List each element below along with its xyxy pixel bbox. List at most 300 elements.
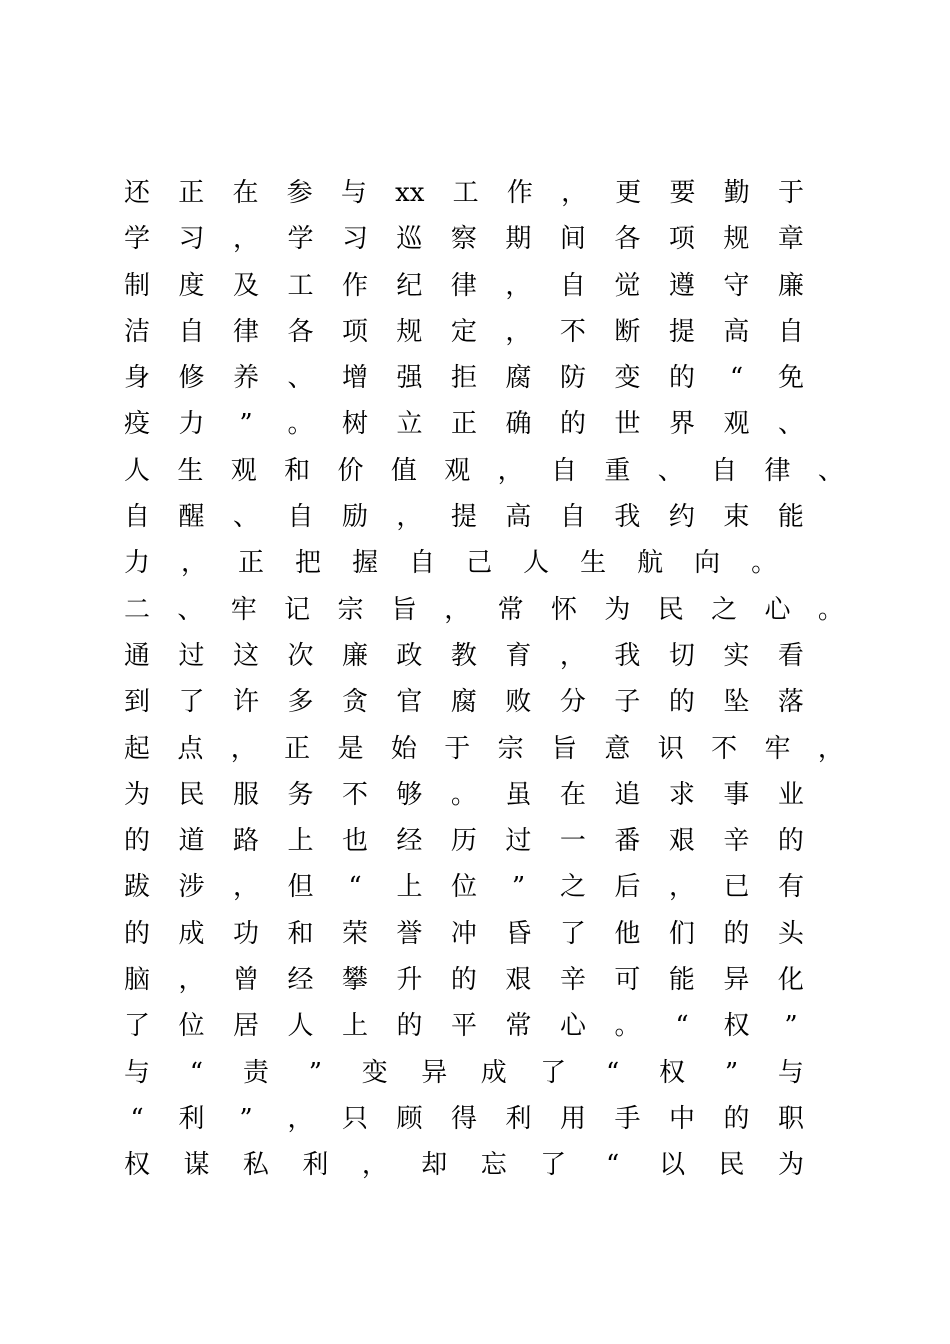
glyph: 责 xyxy=(242,1057,269,1088)
glyph: 项 xyxy=(668,224,695,255)
glyph: 我 xyxy=(614,502,641,533)
glyph: 规 xyxy=(396,316,423,347)
glyph: 历 xyxy=(450,826,477,857)
glyph: 后 xyxy=(614,872,641,903)
text-line xyxy=(124,494,804,540)
glyph: “ xyxy=(189,1057,204,1088)
glyph: 冲 xyxy=(450,918,477,949)
glyph: 已 xyxy=(723,872,750,903)
glyph: 作 xyxy=(341,270,368,301)
glyph: “ xyxy=(605,1150,620,1181)
glyph: 权 xyxy=(723,1011,750,1042)
glyph: 把 xyxy=(295,548,322,579)
glyph: 脑 xyxy=(124,965,151,996)
glyph: 人 xyxy=(124,455,151,486)
glyph: 上 xyxy=(342,1011,369,1042)
glyph: 艰 xyxy=(505,965,532,996)
glyph: 增 xyxy=(342,363,369,394)
glyph: 在 xyxy=(559,779,586,810)
glyph: 及 xyxy=(232,270,259,301)
glyph: 一 xyxy=(559,826,586,857)
glyph: 律 xyxy=(232,316,259,347)
glyph: 工 xyxy=(452,178,479,208)
glyph: 到 xyxy=(124,687,151,718)
glyph: 我 xyxy=(614,640,641,671)
glyph: 但 xyxy=(287,872,314,903)
glyph: 的 xyxy=(669,363,696,394)
glyph: 断 xyxy=(614,316,641,347)
glyph: 人 xyxy=(523,548,550,579)
glyph: 腐 xyxy=(505,363,532,394)
glyph: 自 xyxy=(559,502,586,533)
glyph: 正 xyxy=(284,733,311,764)
glyph: 记 xyxy=(284,594,311,625)
glyph: 却 xyxy=(421,1150,448,1181)
text-line xyxy=(124,633,804,679)
glyph: 用 xyxy=(559,1103,586,1134)
glyph: 顾 xyxy=(396,1103,423,1134)
glyph: 经 xyxy=(396,826,423,857)
glyph: 项 xyxy=(341,316,368,347)
glyph: 得 xyxy=(450,1103,477,1134)
glyph: 观 xyxy=(230,455,257,486)
glyph: 经 xyxy=(287,965,314,996)
glyph: 位 xyxy=(178,1011,205,1042)
glyph: 看 xyxy=(777,640,804,671)
glyph: 服 xyxy=(232,779,259,810)
glyph: 约 xyxy=(668,502,695,533)
glyph: 求 xyxy=(668,779,695,810)
glyph: 事 xyxy=(723,779,750,810)
glyph: 起 xyxy=(124,733,151,764)
glyph: 束 xyxy=(723,502,750,533)
glyph: 度 xyxy=(178,270,205,301)
text-line xyxy=(124,170,804,216)
glyph: 自 xyxy=(559,270,586,301)
glyph: 为 xyxy=(124,779,151,810)
glyph: 牢 xyxy=(230,594,257,625)
glyph: 重 xyxy=(604,455,631,486)
glyph: 正 xyxy=(238,548,265,579)
text-line xyxy=(124,540,844,586)
glyph: 民 xyxy=(718,1150,745,1181)
glyph: ， xyxy=(817,733,844,764)
glyph: 工 xyxy=(287,270,314,301)
glyph: 落 xyxy=(777,687,804,718)
glyph: 了 xyxy=(540,1057,567,1088)
glyph: 利 xyxy=(178,1103,205,1134)
glyph: 和 xyxy=(287,918,314,949)
glyph: 过 xyxy=(505,826,532,857)
glyph: 世 xyxy=(614,409,641,440)
glyph: 够 xyxy=(396,779,423,810)
glyph: “ xyxy=(675,1011,689,1042)
glyph: 在 xyxy=(232,178,259,208)
glyph: 与 xyxy=(124,1057,151,1088)
glyph: “ xyxy=(729,363,744,394)
glyph: ” xyxy=(239,409,253,440)
text-line xyxy=(124,1050,804,1096)
glyph: ， xyxy=(561,178,588,208)
glyph: 航 xyxy=(637,548,664,579)
glyph: 自 xyxy=(711,455,738,486)
glyph: 利 xyxy=(505,1103,532,1134)
glyph: 能 xyxy=(777,502,804,533)
text-line xyxy=(124,772,804,818)
glyph: 提 xyxy=(668,316,695,347)
glyph: ， xyxy=(232,224,259,255)
glyph: 高 xyxy=(723,316,750,347)
glyph: 这 xyxy=(232,640,259,671)
glyph: ， xyxy=(178,965,205,996)
glyph: 的 xyxy=(396,1011,423,1042)
glyph: 以 xyxy=(659,1150,686,1181)
glyph: 更 xyxy=(615,178,642,208)
glyph: 升 xyxy=(396,965,423,996)
glyph: 的 xyxy=(723,1103,750,1134)
glyph: xx xyxy=(395,178,425,208)
glyph: 与 xyxy=(340,178,367,208)
glyph: 手 xyxy=(614,1103,641,1134)
text-line xyxy=(124,957,804,1003)
glyph: 头 xyxy=(777,918,804,949)
glyph: 腐 xyxy=(450,687,477,718)
text-line xyxy=(124,216,804,262)
glyph: 化 xyxy=(777,965,804,996)
glyph: 律 xyxy=(764,455,791,486)
glyph: 。 xyxy=(614,1011,641,1042)
glyph: 宗 xyxy=(497,733,524,764)
glyph: 各 xyxy=(614,224,641,255)
glyph: 正 xyxy=(178,178,205,208)
glyph: 拒 xyxy=(451,363,478,394)
text-line xyxy=(124,1142,804,1188)
text-line xyxy=(124,1096,804,1142)
glyph: 修 xyxy=(178,363,205,394)
glyph: 。 xyxy=(287,409,314,440)
glyph: 教 xyxy=(450,640,477,671)
glyph: 心 xyxy=(560,1011,587,1042)
glyph: 成 xyxy=(178,918,205,949)
glyph: 。 xyxy=(817,594,844,625)
glyph: 的 xyxy=(124,918,151,949)
glyph: 路 xyxy=(232,826,259,857)
glyph: 觉 xyxy=(614,270,641,301)
glyph: 。 xyxy=(751,548,778,579)
glyph: 各 xyxy=(287,316,314,347)
glyph: 识 xyxy=(657,733,684,764)
glyph: 是 xyxy=(337,733,364,764)
glyph: 、 xyxy=(287,363,314,394)
glyph: 变 xyxy=(361,1057,388,1088)
glyph: 功 xyxy=(232,918,259,949)
glyph: 曾 xyxy=(232,965,259,996)
glyph: 疫 xyxy=(124,409,151,440)
glyph: 心 xyxy=(764,594,791,625)
glyph: 廉 xyxy=(777,270,804,301)
glyph: 们 xyxy=(668,918,695,949)
glyph: 价 xyxy=(337,455,364,486)
glyph: 生 xyxy=(177,455,204,486)
glyph: 过 xyxy=(178,640,205,671)
glyph: 权 xyxy=(659,1057,686,1088)
glyph: 坠 xyxy=(723,687,750,718)
glyph: 常 xyxy=(497,594,524,625)
glyph: 旨 xyxy=(551,733,578,764)
glyph: 意 xyxy=(604,733,631,764)
text-line xyxy=(124,911,804,957)
glyph: 醒 xyxy=(178,502,205,533)
glyph: 居 xyxy=(233,1011,260,1042)
glyph: 提 xyxy=(450,502,477,533)
glyph: ， xyxy=(287,1103,314,1134)
glyph: ” xyxy=(724,1057,739,1088)
glyph: 二 xyxy=(124,594,151,625)
glyph: 他 xyxy=(614,918,641,949)
glyph: 番 xyxy=(614,826,641,857)
glyph: 要 xyxy=(669,178,696,208)
glyph: “ xyxy=(605,1057,620,1088)
glyph: 于 xyxy=(777,178,804,208)
glyph: “ xyxy=(130,1103,144,1134)
glyph: 人 xyxy=(287,1011,314,1042)
glyph: 和 xyxy=(284,455,311,486)
glyph: 辛 xyxy=(559,965,586,996)
glyph: 生 xyxy=(580,548,607,579)
glyph: 之 xyxy=(559,872,586,903)
glyph: 巡 xyxy=(396,224,423,255)
glyph: 廉 xyxy=(341,640,368,671)
glyph: ” xyxy=(511,872,526,903)
glyph: 强 xyxy=(396,363,423,394)
glyph: 异 xyxy=(421,1057,448,1088)
glyph: 观 xyxy=(723,409,750,440)
glyph: 向 xyxy=(694,548,721,579)
glyph: 为 xyxy=(777,1150,804,1181)
glyph: 不 xyxy=(711,733,738,764)
glyph: 期 xyxy=(505,224,532,255)
glyph: 章 xyxy=(777,224,804,255)
glyph: 自 xyxy=(777,316,804,347)
glyph: 遵 xyxy=(668,270,695,301)
glyph: 忘 xyxy=(480,1150,507,1181)
glyph: 还 xyxy=(124,178,151,208)
glyph: 、 xyxy=(777,409,804,440)
glyph: 败 xyxy=(505,687,532,718)
glyph: 于 xyxy=(444,733,471,764)
glyph: 贪 xyxy=(341,687,368,718)
glyph: 不 xyxy=(341,779,368,810)
glyph: 切 xyxy=(668,640,695,671)
glyph: ， xyxy=(181,548,208,579)
glyph: 的 xyxy=(777,826,804,857)
glyph: 、 xyxy=(177,594,204,625)
glyph: 官 xyxy=(396,687,423,718)
glyph: 己 xyxy=(466,548,493,579)
glyph: 权 xyxy=(124,1150,151,1181)
glyph: 握 xyxy=(352,548,379,579)
glyph: 政 xyxy=(396,640,423,671)
glyph: 之 xyxy=(711,594,738,625)
glyph: 了 xyxy=(124,1011,151,1042)
glyph: 攀 xyxy=(341,965,368,996)
glyph: 私 xyxy=(242,1150,269,1181)
text-line xyxy=(124,401,804,447)
glyph: 了 xyxy=(540,1150,567,1181)
glyph: 防 xyxy=(560,363,587,394)
glyph: ， xyxy=(497,455,524,486)
glyph: ， xyxy=(668,872,695,903)
glyph: 树 xyxy=(341,409,368,440)
glyph: 自 xyxy=(178,316,205,347)
glyph: 自 xyxy=(551,455,578,486)
glyph: 位 xyxy=(450,872,477,903)
glyph: 高 xyxy=(505,502,532,533)
glyph: 誉 xyxy=(396,918,423,949)
text-line xyxy=(124,355,804,401)
glyph: 艰 xyxy=(668,826,695,857)
glyph: 的 xyxy=(668,687,695,718)
glyph: ， xyxy=(233,872,260,903)
glyph: 自 xyxy=(409,548,436,579)
text-line xyxy=(124,263,804,309)
glyph: 确 xyxy=(505,409,532,440)
glyph: 许 xyxy=(232,687,259,718)
glyph: 民 xyxy=(178,779,205,810)
glyph: 习 xyxy=(341,224,368,255)
glyph: 定 xyxy=(450,316,477,347)
glyph: 的 xyxy=(450,965,477,996)
glyph: 的 xyxy=(559,409,586,440)
glyph: 洁 xyxy=(124,316,151,347)
glyph: 有 xyxy=(777,872,804,903)
glyph: ” xyxy=(239,1103,253,1134)
glyph: 了 xyxy=(559,918,586,949)
glyph: ， xyxy=(230,733,257,764)
glyph: ， xyxy=(444,594,471,625)
glyph: 自 xyxy=(124,502,151,533)
glyph: 异 xyxy=(723,965,750,996)
glyph: 守 xyxy=(723,270,750,301)
glyph: 跋 xyxy=(124,872,151,903)
text-line xyxy=(124,679,804,725)
glyph: 。 xyxy=(450,779,477,810)
glyph: ， xyxy=(361,1150,388,1181)
glyph: 身 xyxy=(124,363,151,394)
glyph: 分 xyxy=(559,687,586,718)
glyph: 宗 xyxy=(337,594,364,625)
glyph: 勤 xyxy=(723,178,750,208)
glyph: 平 xyxy=(451,1011,478,1042)
glyph: 能 xyxy=(668,965,695,996)
glyph: 追 xyxy=(614,779,641,810)
glyph: 牢 xyxy=(764,733,791,764)
glyph: 观 xyxy=(444,455,471,486)
glyph: 、 xyxy=(817,455,844,486)
glyph: 中 xyxy=(668,1103,695,1134)
glyph: 学 xyxy=(124,224,151,255)
glyph: 作 xyxy=(506,178,533,208)
glyph: 变 xyxy=(614,363,641,394)
glyph: 学 xyxy=(287,224,314,255)
glyph: 只 xyxy=(341,1103,368,1134)
glyph: 不 xyxy=(559,316,586,347)
glyph: 可 xyxy=(614,965,641,996)
glyph: 上 xyxy=(287,826,314,857)
glyph: 昏 xyxy=(505,918,532,949)
glyph: 立 xyxy=(396,409,423,440)
glyph: 的 xyxy=(124,826,151,857)
glyph: 规 xyxy=(723,224,750,255)
glyph: 上 xyxy=(396,872,423,903)
glyph: 成 xyxy=(480,1057,507,1088)
glyph: 实 xyxy=(723,640,750,671)
glyph: 次 xyxy=(287,640,314,671)
glyph: 通 xyxy=(124,640,151,671)
text-line xyxy=(124,864,804,910)
glyph: ， xyxy=(505,270,532,301)
text-line xyxy=(124,726,844,772)
glyph: 律 xyxy=(450,270,477,301)
glyph: 涉 xyxy=(178,872,205,903)
glyph: 务 xyxy=(287,779,314,810)
glyph: 养 xyxy=(233,363,260,394)
glyph: 业 xyxy=(777,779,804,810)
glyph: 子 xyxy=(614,687,641,718)
glyph: 纪 xyxy=(396,270,423,301)
glyph: 旨 xyxy=(390,594,417,625)
glyph: 谋 xyxy=(183,1150,210,1181)
text-line xyxy=(124,818,804,864)
glyph: 虽 xyxy=(505,779,532,810)
glyph: 正 xyxy=(450,409,477,440)
glyph: 习 xyxy=(178,224,205,255)
glyph: 怀 xyxy=(551,594,578,625)
glyph: “ xyxy=(348,872,362,903)
glyph: ， xyxy=(396,502,423,533)
glyph: ” xyxy=(784,1011,798,1042)
glyph: 力 xyxy=(178,409,205,440)
body-text xyxy=(124,170,844,1189)
glyph: 利 xyxy=(302,1150,329,1181)
glyph: 力 xyxy=(124,548,151,579)
glyph: 自 xyxy=(287,502,314,533)
glyph: 点 xyxy=(177,733,204,764)
text-line xyxy=(124,309,804,355)
glyph: 的 xyxy=(723,918,750,949)
glyph: 始 xyxy=(390,733,417,764)
glyph: 职 xyxy=(777,1103,804,1134)
glyph: 、 xyxy=(232,502,259,533)
glyph: 值 xyxy=(390,455,417,486)
text-line xyxy=(124,1003,804,1049)
glyph: 间 xyxy=(559,224,586,255)
glyph: 与 xyxy=(777,1057,804,1088)
glyph: 励 xyxy=(341,502,368,533)
glyph: 免 xyxy=(777,363,804,394)
glyph: 了 xyxy=(178,687,205,718)
glyph: 辛 xyxy=(723,826,750,857)
glyph: 察 xyxy=(450,224,477,255)
glyph: 道 xyxy=(178,826,205,857)
glyph: 民 xyxy=(657,594,684,625)
glyph: 荣 xyxy=(341,918,368,949)
glyph: ， xyxy=(559,640,586,671)
glyph: 常 xyxy=(505,1011,532,1042)
glyph: 为 xyxy=(604,594,631,625)
text-line xyxy=(124,587,844,633)
glyph: 育 xyxy=(505,640,532,671)
